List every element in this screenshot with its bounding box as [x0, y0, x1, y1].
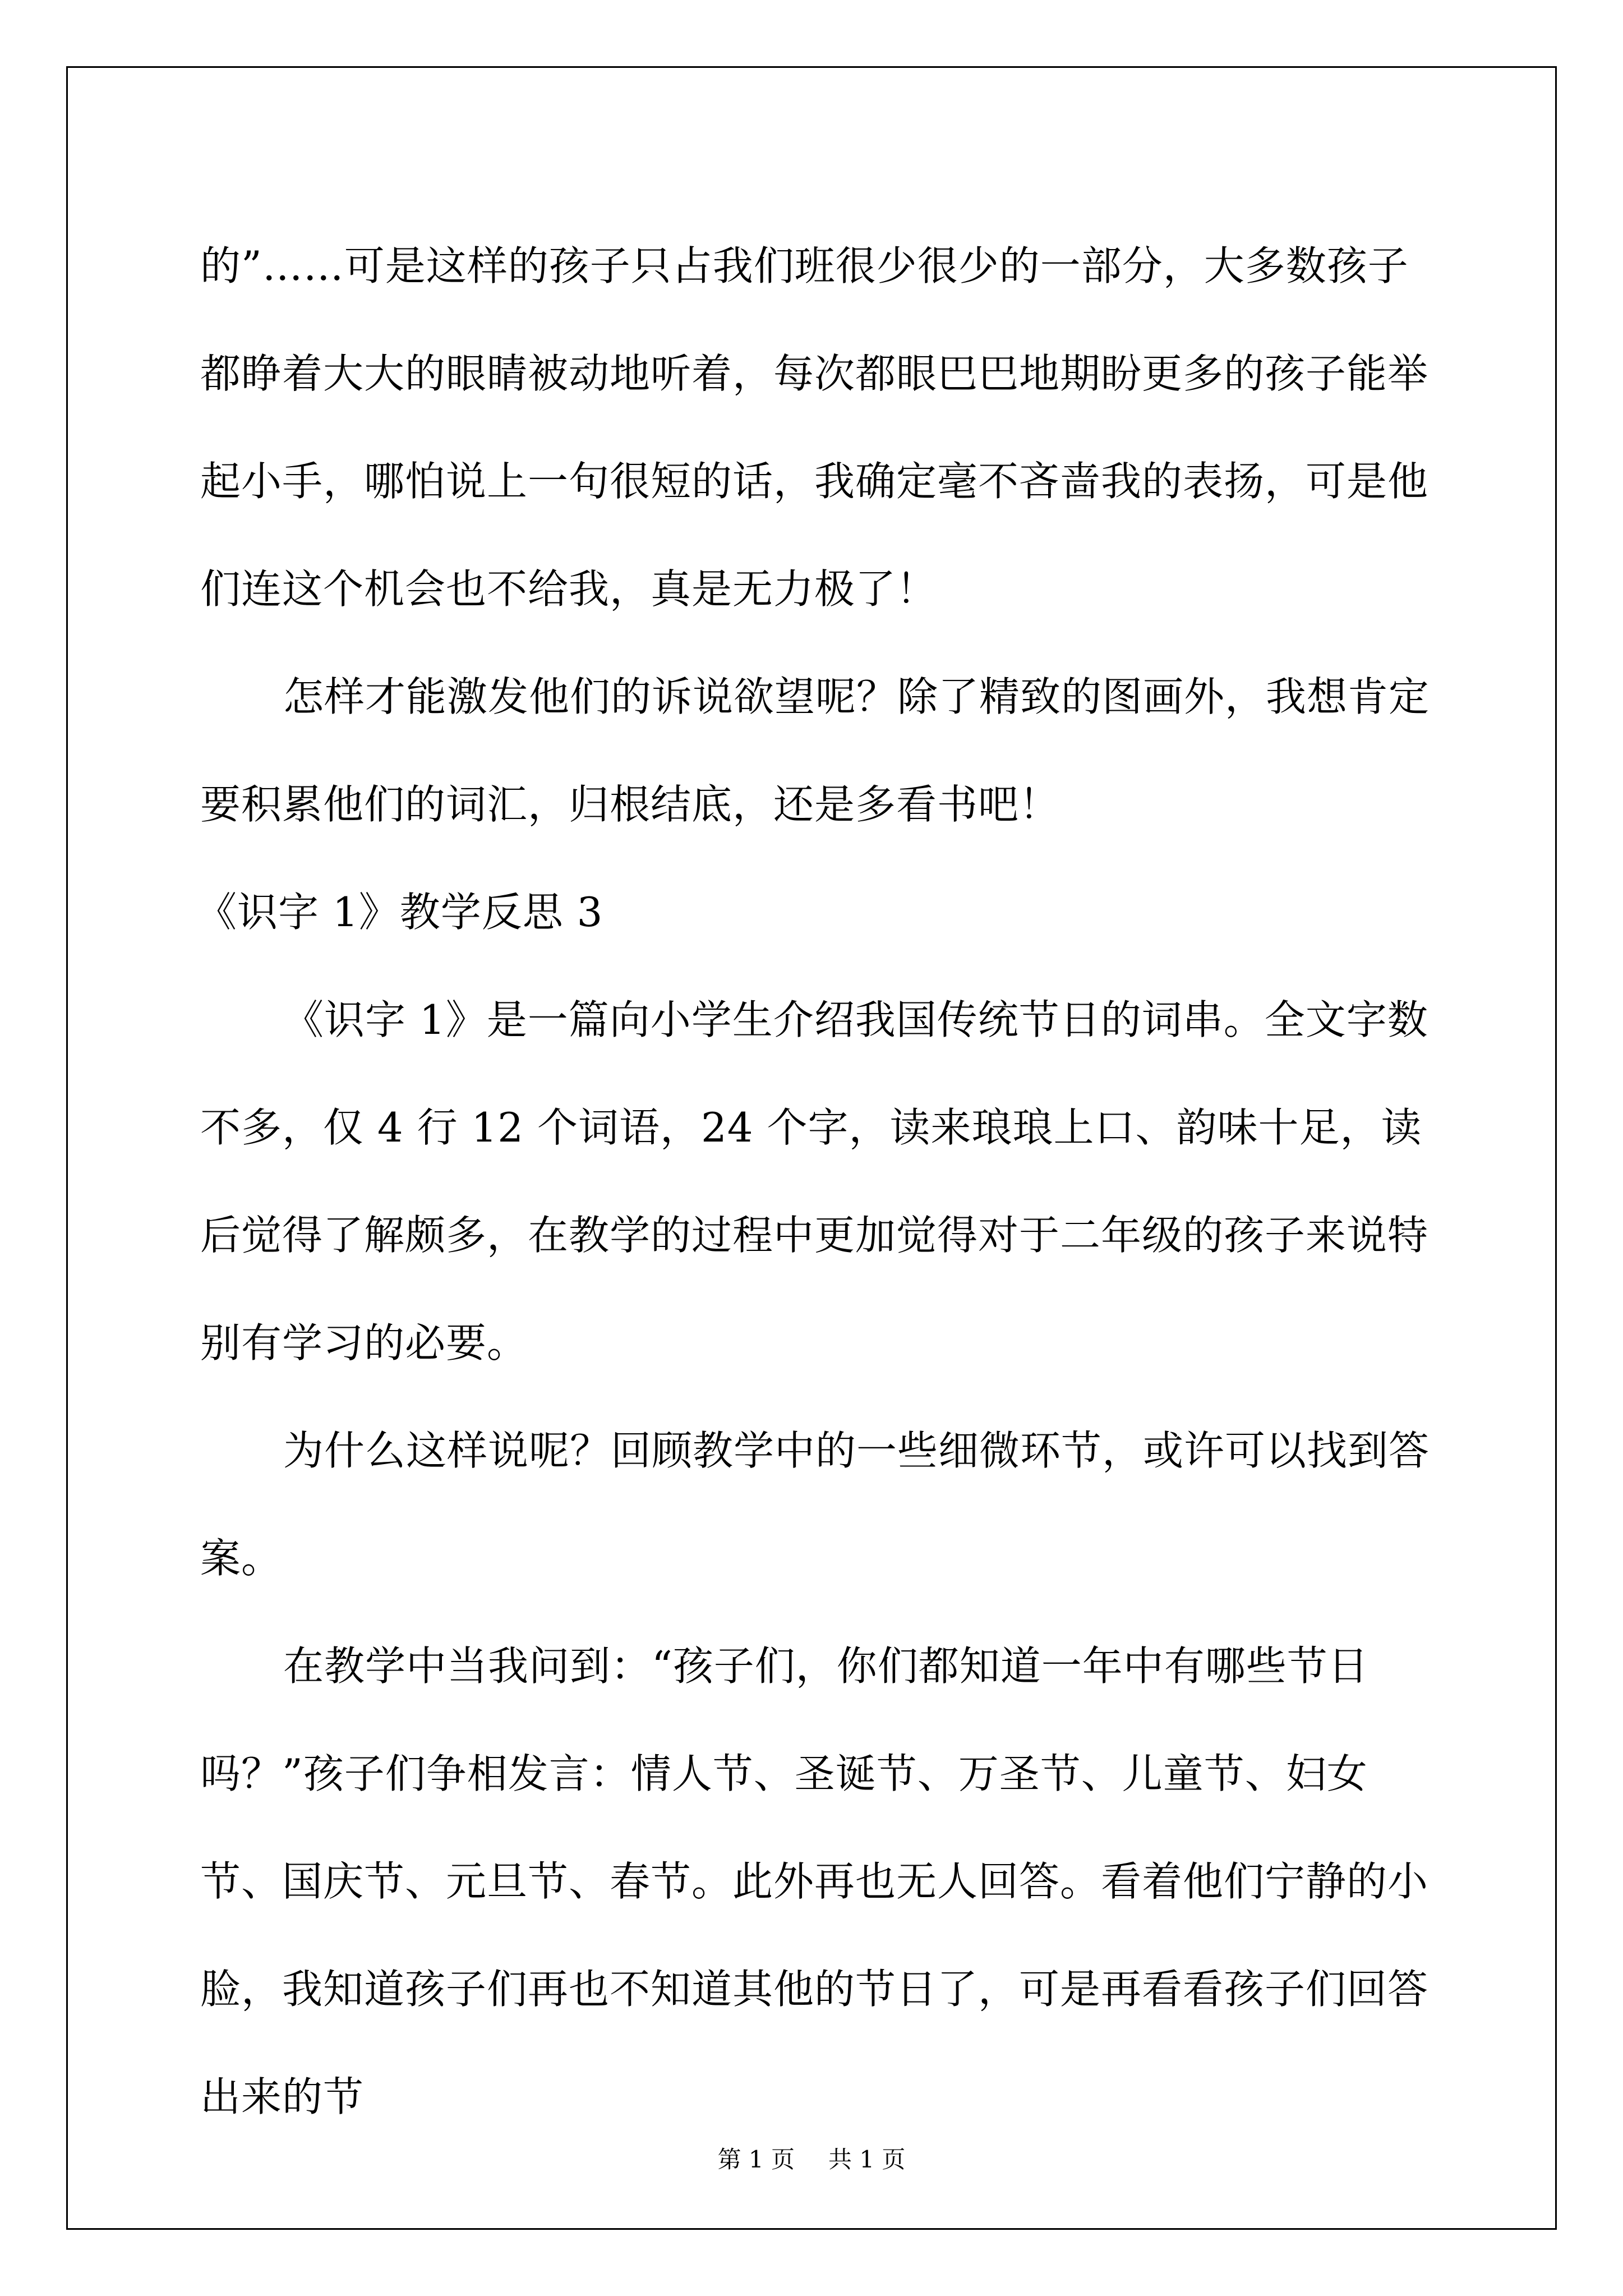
paragraph-continued: 的”……可是这样的孩子只占我们班很少很少的一部分，大多数孩子都睁着大大的眼睛被动地听着，每次都眼巴巴地期盼更多的孩子能举起小手，哪怕说上一句很短的话，我确定毫不吝啬我的表扬，可是他们连这个机会也不给我，真是无力极了！	[200, 242, 1429, 613]
page-number: 第 1 页	[717, 2146, 795, 2173]
document-body	[196, 212, 1434, 2151]
page-footer	[0, 2144, 1623, 2175]
paragraph-intro: 《识字 1》是一篇向小学生介绍我国传统节日的词串。全文字数不多，仅 4 行 12 个词语，24 个字，读来琅琅上口、韵味十足，读后觉得了解颇多，在教学的过程中更加觉得对于二年级的孩子来说特别有学习的必要。	[200, 996, 1429, 1366]
page-total: 共 1 页	[828, 2146, 906, 2173]
paragraph-motivation: 怎样才能激发他们的诉说欲望呢？除了精致的图画外，我想肯定要积累他们的词汇，归根结底，还是多看书吧！	[200, 673, 1430, 828]
paragraph-question: 为什么这样说呢？回顾教学中的一些细微环节，或许可以找到答案。	[200, 1427, 1430, 1582]
paragraph-classroom: 在教学中当我问到：“孩子们，你们都知道一年中有哪些节日吗？”孩子们争相发言：情人节、圣诞节、万圣节、儿童节、妇女节、国庆节、元旦节、春节。此外再也无人回答。看着他们宁静的小脸，我知道孩子们再也不知道其他的节日了，可是再看看孩子们回答出来的节	[200, 1642, 1429, 2120]
section-title: 《识字 1》教学反思 3	[196, 889, 603, 936]
